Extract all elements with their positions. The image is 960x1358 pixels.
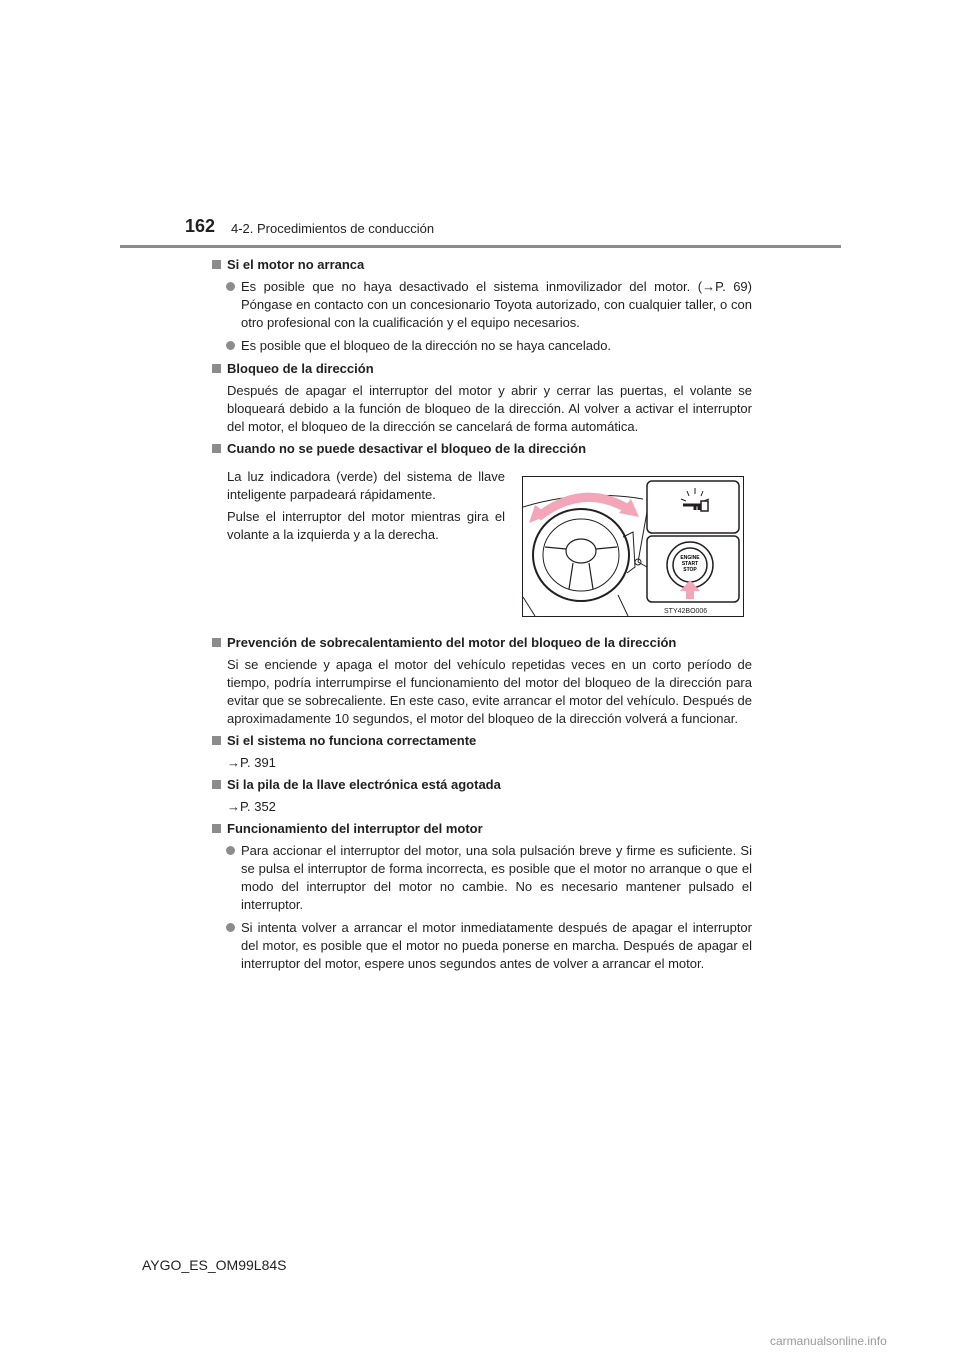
- page-reference: →P. 352: [227, 799, 276, 814]
- square-bullet-icon: [212, 824, 221, 833]
- engine-button-line-2: START: [681, 561, 699, 567]
- watermark: carmanualsonline.info: [770, 1334, 887, 1348]
- square-bullet-icon: [212, 364, 221, 373]
- section-heading: Si el motor no arranca: [211, 256, 752, 274]
- engine-button-line-1: ENGINE: [680, 555, 700, 561]
- section-text: Después de apagar el interruptor del motor y abrir y cerrar las puertas, el volante se bloqueará debido a la función de bloqueo de la dirección. Al volver a activar el interruptor del motor, el bloqueo de la dirección se cancelará de forma automática.: [227, 383, 752, 434]
- section-text: La luz indicadora (verde) del sistema de llave inteligente parpadeará rápidamente.: [227, 469, 505, 502]
- section-steering-lock-release: [211, 440, 752, 630]
- round-bullet-icon: [226, 923, 235, 932]
- steering-wheel-illustration: [522, 476, 744, 617]
- section-heading: Si la pila de la llave electrónica está agotada: [211, 776, 752, 794]
- section-steering-lock: [211, 360, 752, 436]
- bullet-item: Si intenta volver a arrancar el motor inmediatamente después de apagar el interruptor del motor, es posible que el motor no pueda ponerse en marcha. Después de apagar el interruptor del motor, espere unos segundos antes de volver a arrancar el motor.: [211, 919, 752, 973]
- section-heading: Cuando no se puede desactivar el bloqueo de la dirección: [211, 440, 752, 458]
- section-engine-not-starting: [211, 256, 752, 355]
- document-code: AYGO_ES_OM99L84S: [142, 1257, 287, 1273]
- page-number: 162: [185, 216, 216, 236]
- section-text: Si se enciende y apaga el motor del vehículo repetidas veces en un corto período de tiempo, podría interrumpirse el funcionamiento del motor del bloqueo de la dirección para evitar que se sobrecaliente. En este caso, evite arrancar el motor del vehículo. Después de aproximadamente 10 segundos, el motor del bloqueo de la dirección volverá a funcionar.: [227, 657, 752, 726]
- text-with-figure: [211, 468, 752, 630]
- square-bullet-icon: [212, 444, 221, 453]
- section-overheat-prevention: [211, 634, 752, 728]
- section-heading: Prevención de sobrecalentamiento del motor del bloqueo de la dirección: [211, 634, 752, 652]
- square-bullet-icon: [212, 260, 221, 269]
- bullet-item: Es posible que no haya desactivado el sistema inmovilizador del motor. (→P. 69) Póngase en contacto con un concesionario Toyota autorizado, con cualquier taller, o con otro profesional con la cualificación y el equipo necesarios.: [211, 278, 752, 332]
- section-heading: Si el sistema no funciona correctamente: [211, 732, 752, 750]
- steering-wheel-drawing: [523, 477, 743, 616]
- section-heading: Funcionamiento del interruptor del motor: [211, 820, 752, 838]
- square-bullet-icon: [212, 736, 221, 745]
- figure-code: STY42BO006: [664, 608, 708, 615]
- section-system-malfunction: [211, 732, 752, 772]
- square-bullet-icon: [212, 780, 221, 789]
- section-heading: Bloqueo de la dirección: [211, 360, 752, 378]
- bullet-item: Es posible que el bloqueo de la dirección no se haya cancelado.: [211, 337, 752, 355]
- bullet-item: Para accionar el interruptor del motor, una sola pulsación breve y firme es suficiente. Si se pulsa el interruptor de forma incorrecta, es posible que el motor no arranque o que el modo del interruptor del motor no cambie. No es necesario mantener pulsado el interruptor.: [211, 842, 752, 914]
- engine-button-line-3: STOP: [683, 567, 697, 573]
- round-bullet-icon: [226, 341, 235, 350]
- round-bullet-icon: [226, 846, 235, 855]
- section-key-battery: [211, 776, 752, 816]
- header-rule: [120, 245, 841, 248]
- square-bullet-icon: [212, 638, 221, 647]
- page-content: [211, 256, 752, 978]
- section-engine-switch-operation: [211, 820, 752, 973]
- running-header: 4-2. Procedimientos de conducción: [231, 221, 435, 236]
- section-text: Pulse el interruptor del motor mientras gira el volante a la izquierda y a la derecha.: [227, 509, 505, 542]
- round-bullet-icon: [226, 282, 235, 291]
- page-reference: →P. 391: [227, 755, 276, 770]
